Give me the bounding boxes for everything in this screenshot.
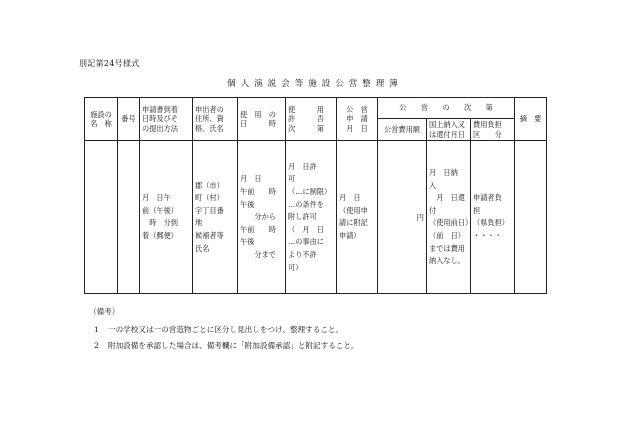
- remarks-item: [94, 342, 359, 350]
- header-number: 番号: [118, 98, 140, 141]
- cell-return-date: 月 日納 入 月 日還 付 （使用前日） （前 日） までは費用 納入なし。: [427, 141, 471, 294]
- register-table: [84, 97, 547, 294]
- cell-public-cost: 円: [378, 141, 427, 294]
- cell-use-datetime: 月 日 午前 時 午後 分から 午前 時 午後 分まで: [238, 141, 286, 294]
- header-application-arrival: 申請書到着 日時及びそ の提出方法: [140, 98, 193, 141]
- cell-facility-name: [85, 141, 118, 294]
- form-label: 別記第24号様式: [79, 59, 140, 68]
- header-public-application-date: 公 営 申 請 月 日: [337, 98, 378, 141]
- header-use-datetime: 使 用 の 日 時: [238, 98, 286, 141]
- header-public-procedure: 公 営 の 次 第: [378, 98, 515, 119]
- cell-cost-burden: 申請者負 担 （県負担） ・・・・: [471, 141, 515, 294]
- remarks-item-number: 1: [94, 324, 99, 334]
- cell-summary: [515, 141, 547, 294]
- remarks-heading: （備考）: [89, 307, 120, 316]
- document-title: 個人演説会等施設公営整理簿: [227, 79, 403, 89]
- header-summary: 摘 要: [515, 98, 547, 141]
- cell-permission: 月 日許 可 （…に制限） …の条件を 附し許可 （ 月 日 …の事由に より不許 可）: [286, 141, 337, 294]
- cell-application-arrival: 月 日午 前（午後） 時 分到 着（郵便）: [140, 141, 193, 294]
- header-return-date: 国上納入又 は還付月日: [427, 119, 471, 141]
- header-cost-burden: 費用負担 区 分: [471, 119, 515, 141]
- remarks-item-text: 一の学校又は一の営造物ごとに区分し見出しをつけ、整理すること。: [108, 324, 344, 334]
- remarks-item: [94, 326, 359, 334]
- cell-number: [118, 141, 140, 294]
- header-facility-name: 施設の 名 称: [85, 98, 118, 141]
- remarks-item-number: 2: [94, 341, 99, 351]
- cell-applicant: 郡（市） 町（村） 字丁目番 地 候補者等 氏名: [193, 141, 238, 294]
- remarks: [89, 308, 359, 359]
- remarks-item-text: 附加設備を承認した場合は、備考欄に「附加設備承認」と附記すること。: [108, 341, 359, 351]
- header-public-cost: 公営費用額: [378, 119, 427, 141]
- header-applicant: 申出者の 住所、資 格、氏名: [193, 98, 238, 141]
- cell-public-application-date: 月 日 （使用申 請に附記 申請）: [337, 141, 378, 294]
- header-permission: 使 用 許 否 次 第: [286, 98, 337, 141]
